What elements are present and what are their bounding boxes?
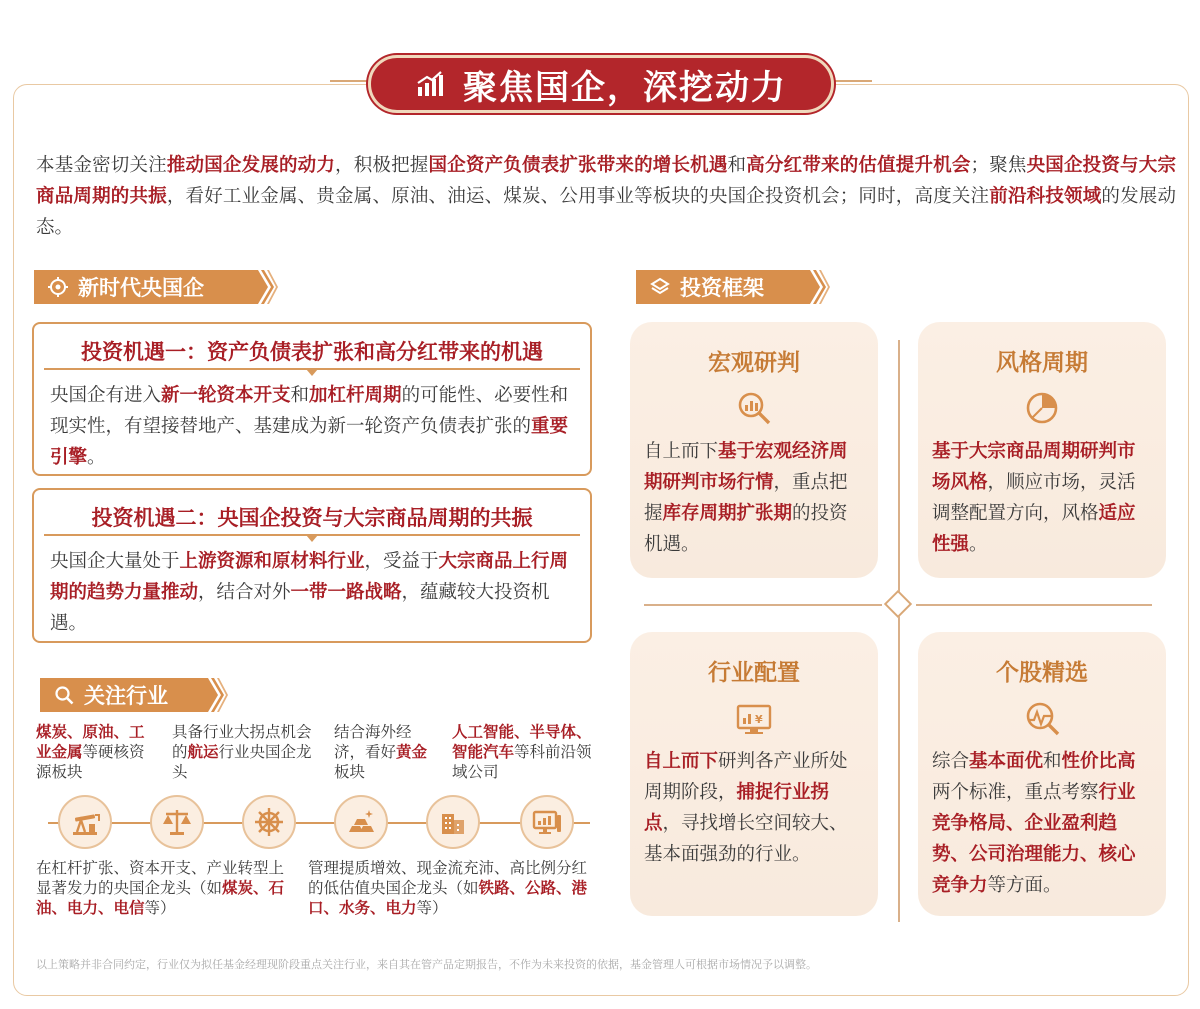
text-run: 在杠杆扩张、资本开支、产业转型上显著发力的央国企龙头（如 [36,859,285,897]
yen-monitor-icon [734,698,774,738]
framework-body [630,436,878,560]
text-run: 板块 [334,763,366,781]
highlight-text: 央国企投资与大宗商品周期的共振 [36,155,1176,207]
text-run: ，寻找增长空间较大、基本面强劲的行业。 [644,813,848,865]
framework-title: 行业配置 [708,660,800,686]
highlight-text: 上游资源和原材料行业 [179,551,365,572]
text-run: ，受益于 [364,551,439,572]
text-run: ，重点把握 [644,472,848,524]
text-run: ，蕴藏较大投资机遇。 [50,582,550,634]
framework-body [918,746,1166,901]
framework-divider-left [644,604,882,606]
section-header-stripes [198,678,228,712]
highlight-text: 适应性强 [932,503,1136,555]
highlight-text: 人工智能、半导体、智能汽车 [452,723,592,761]
text-run: 的可能性、必要性和现实性，有望接替地产、基建成为新一轮资产负债表扩张的 [50,385,569,437]
highlight-text: 黄金 [396,743,428,761]
page-title-banner [368,55,834,113]
text-run: 本基金密切关注 [36,155,167,176]
text-run: 和 [1043,751,1062,772]
highlight-text: 国企资产负债表扩张带来的增长机遇 [428,155,728,176]
opportunity-card-2 [32,488,592,643]
framework-body [630,746,878,870]
text-run: 等方面。 [987,875,1062,896]
text-run: 央国企大量处于 [50,551,180,572]
monitor-chart-icon [520,795,574,849]
opportunity-body [34,370,590,483]
text-run: ；聚焦 [970,155,1027,176]
text-run: 管理提质增效、现金流充沛、高比例分红的低估值央国企龙头（如 [308,859,588,897]
highlight-text: 铁路、公路、港口、水务、电力 [308,879,588,917]
text-run: 的投资机遇。 [644,503,848,555]
highlight-text: 性价比高 [1061,751,1136,772]
text-run: 和 [727,155,747,176]
section-header-industries [40,678,202,712]
text-run: 行业央国企龙头 [172,743,312,781]
highlight-text: 煤炭、石油、电力、电信 [36,879,285,917]
pie-chart-icon [1022,388,1062,428]
ship-wheel-icon [242,795,296,849]
target-icon [48,277,68,297]
highlight-text: 一带一路战略 [290,582,402,603]
page-title: 聚焦国企，深挖动力 [463,67,787,108]
industry-timeline-axis [48,822,590,824]
gold-bars-icon [334,795,388,849]
section-header-stripes [248,270,278,304]
title-rule-left [330,80,370,82]
highlight-text: 煤炭、原油、工业金属 [36,723,145,761]
text-run: 等科前沿领域公司 [452,743,592,781]
opportunity-title-text: 投资机遇一：资产负债表扩张和高分红带来的机遇 [81,340,543,364]
text-run: 等） [416,899,448,917]
framework-title: 风格周期 [996,350,1088,376]
bar-chart-icon [415,69,445,99]
title-rule-right [832,80,872,82]
highlight-text: 加杠杆周期 [309,385,402,406]
framework-divider-right [916,604,1152,606]
section-header-stripes [800,270,830,304]
framework-card-style [918,322,1166,578]
disclaimer-footnote: 以上策略并非合同约定，行业仅为拟任基金经理现阶段重点关注行业，来自其在管产品定期报告，不作为未来投资的依据，基金管理人可根据市场情况予以调整。 [36,958,817,971]
text-run: 和 [290,385,310,406]
intro-paragraph [36,150,1176,243]
building-icon [426,795,480,849]
highlight-text: 大宗商品上行周期的趋势力量推动 [50,551,569,603]
framework-body [918,436,1166,560]
highlight-text: 航运 [187,743,219,761]
text-run: ，结合对外 [198,582,291,603]
framework-card-macro [630,322,878,578]
text-run: 综合 [932,751,970,772]
opportunity-title-text: 投资机遇二：央国企投资与大宗商品周期的共振 [91,506,533,530]
text-run: ，顺应市场，灵活调整配置方向，风格 [932,472,1136,524]
text-run: 等硬核资源板块 [36,743,145,781]
framework-card-stock [918,632,1166,916]
highlight-text: 基本面优 [969,751,1044,772]
text-run: 。 [969,534,988,555]
text-run: 央国企有进入 [50,385,162,406]
highlight-text: 基于大宗商品周期研判市场风格 [932,441,1136,493]
highlight-text: 高分红带来的估值提升机会 [746,155,971,176]
stock-search-icon [1022,698,1062,738]
opportunity-title [44,324,580,370]
framework-card-industry [630,632,878,916]
industry-note-gold [334,722,438,782]
framework-title: 宏观研判 [708,350,800,376]
highlight-text: 前沿科技领域 [989,186,1102,207]
industry-note-leverage [36,858,288,918]
opportunity-card-1 [32,322,592,476]
highlight-text: 推动国企发展的动力 [166,155,336,176]
text-run: 。 [87,447,106,468]
search-icon [54,685,74,705]
highlight-text: 重要引擎 [50,416,569,468]
industry-note-dividend [308,858,594,918]
text-run: 具备行业大拐点机会的 [172,723,312,761]
framework-divider-vertical [898,340,900,922]
opportunity-body [34,536,590,649]
text-run: 自上而下 [644,441,719,462]
industry-note-shipping [172,722,316,782]
oil-pump-icon [58,795,112,849]
highlight-text: 基于宏观经济周期研判市场行情 [644,441,848,493]
framework-title: 个股精选 [996,660,1088,686]
text-run: 结合海外经济，看好 [334,723,412,761]
highlight-text: 库存周期扩张期 [662,503,793,524]
text-run: 的发展动态。 [36,186,1176,238]
highlight-text: 捕捉行业拐点 [644,782,830,834]
text-run: ，看好工业金属、贵金属、原油、油运、煤炭、公用事业等板块的央国企投资机会；同时，高度关注 [166,186,990,207]
section-label: 关注行业 [84,684,168,708]
section-label: 投资框架 [680,276,764,300]
section-header-framework [636,270,804,304]
highlight-text: 新一轮资本开支 [161,385,291,406]
opportunity-title [44,490,580,536]
scale-icon [150,795,204,849]
layers-icon [650,277,670,297]
text-run: 两个标准，重点考察 [932,782,1099,803]
text-run: 研判各产业所处周期阶段， [644,751,848,803]
highlight-text: 自上而下 [644,751,719,772]
industry-note-resources [36,722,156,782]
text-run: ，积极把握 [335,155,429,176]
magnify-chart-icon [734,388,774,428]
highlight-text: 行业竞争格局、企业盈利趋势、公司治理能力、核心竞争力 [932,782,1136,896]
industry-note-tech [452,722,594,782]
text-run: 等） [144,899,176,917]
svg-text:¥: ¥ [755,713,763,726]
section-label: 新时代央国企 [78,276,204,300]
section-header-new-era [34,270,252,304]
